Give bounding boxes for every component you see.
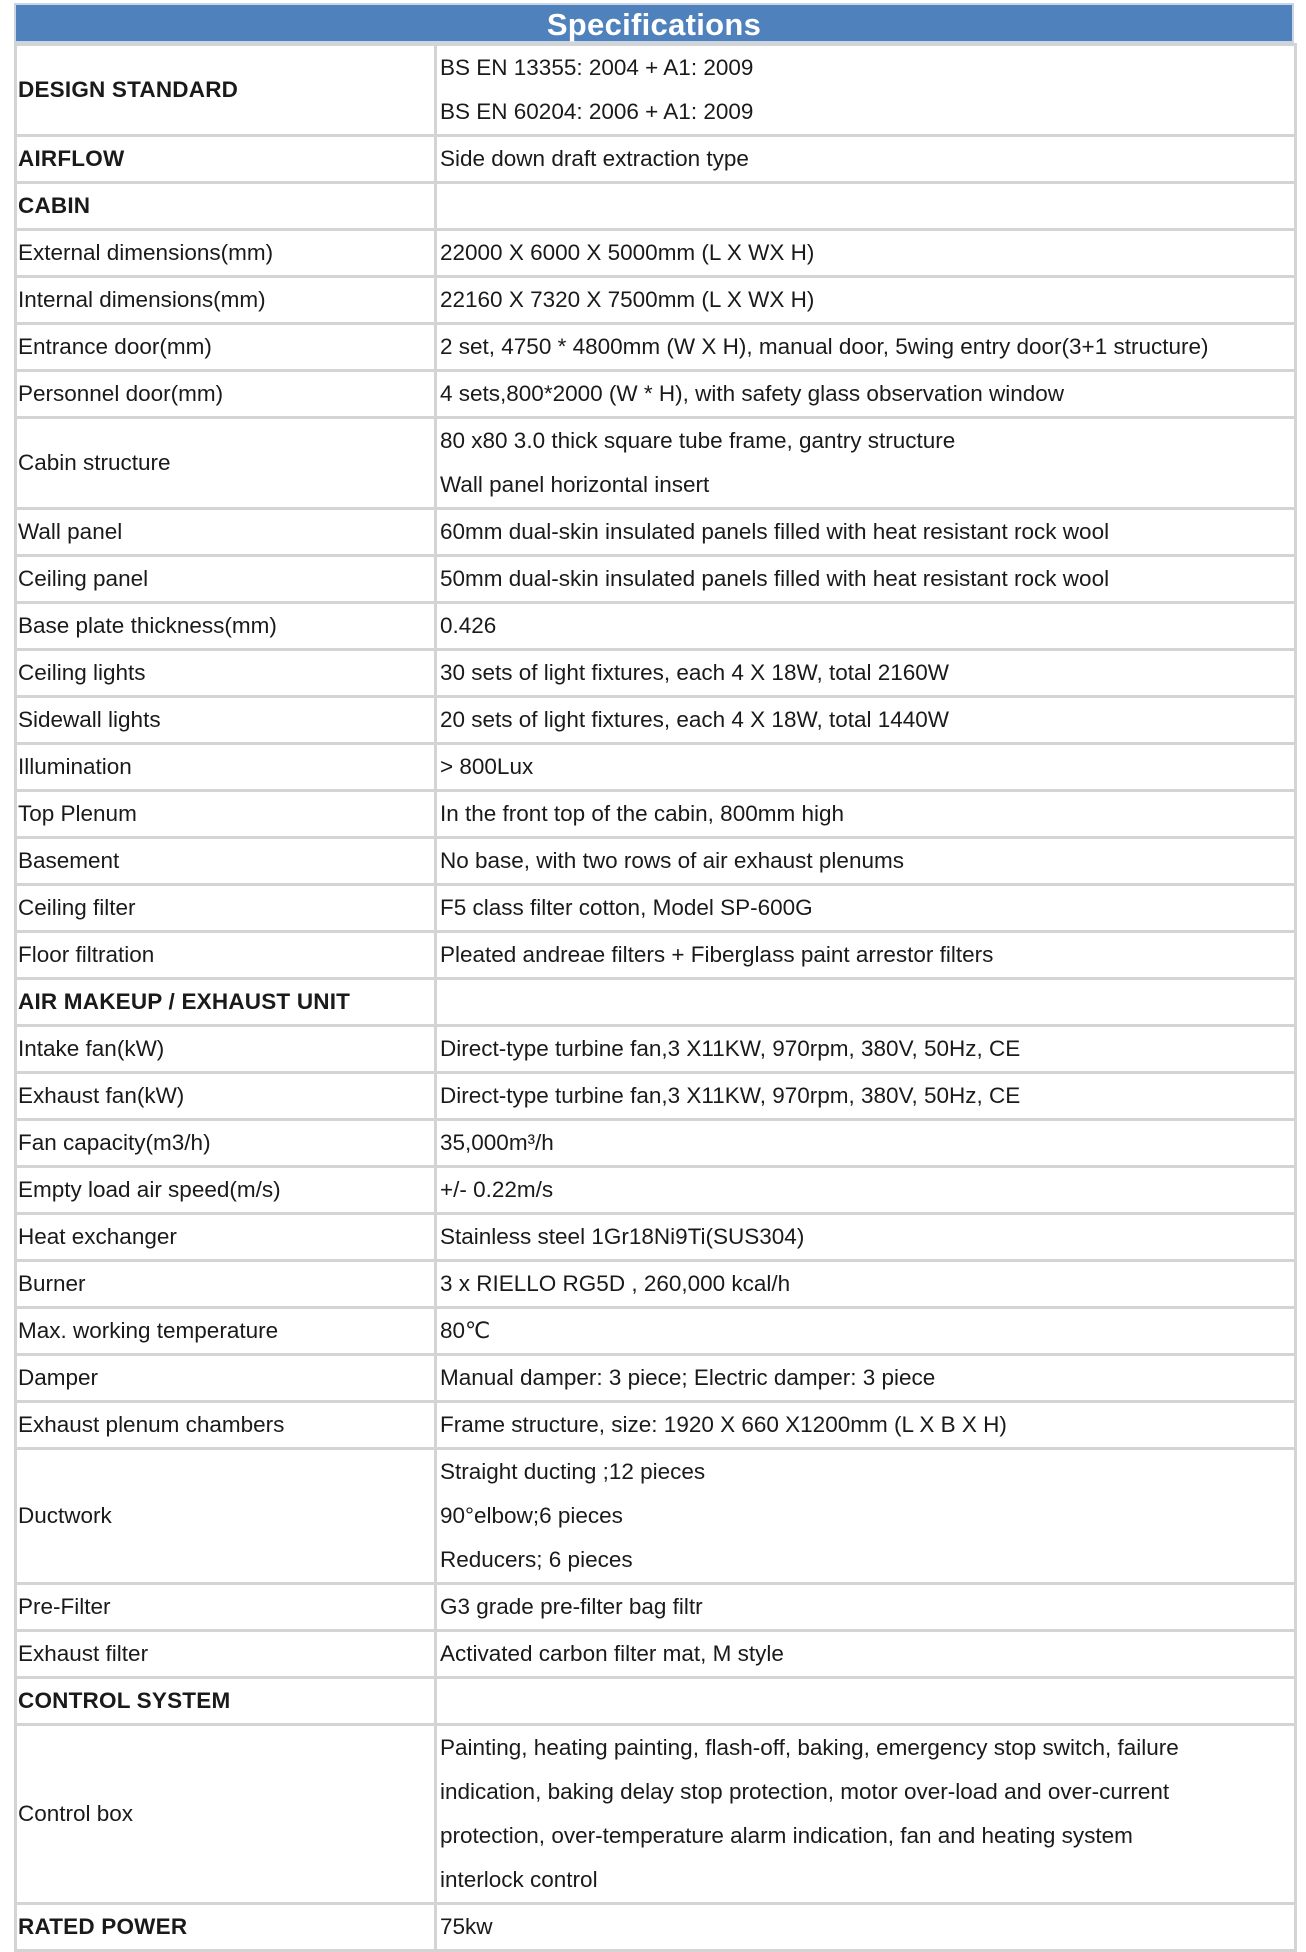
spec-label: Exhaust plenum chambers xyxy=(16,1402,436,1449)
spec-value xyxy=(436,418,1296,509)
spec-label: Intake fan(kW) xyxy=(16,1026,436,1073)
spec-label: Ceiling filter xyxy=(16,885,436,932)
table-row xyxy=(16,1026,1296,1073)
spec-value-line: 35,000m³/h xyxy=(440,1130,554,1155)
spec-value-line: In the front top of the cabin, 800mm high xyxy=(440,801,845,826)
table-row xyxy=(16,1073,1296,1120)
spec-value xyxy=(436,838,1296,885)
spec-value xyxy=(436,697,1296,744)
spec-value xyxy=(436,650,1296,697)
spec-value-line: No base, with two rows of air exhaust plenums xyxy=(440,848,904,873)
table-row xyxy=(16,932,1296,979)
spec-value xyxy=(436,324,1296,371)
spec-value-line: BS EN 13355: 2004 + A1: 2009 xyxy=(440,55,754,80)
spec-value-line: 50mm dual-skin insulated panels filled with heat resistant rock wool xyxy=(440,566,1110,591)
spec-value-line: Stainless steel 1Gr18Ni9Ti(SUS304) xyxy=(440,1224,805,1249)
table-row xyxy=(16,277,1296,324)
spec-value-line: 75kw xyxy=(440,1914,493,1939)
spec-value-line: 20 sets of light fixtures, each 4 X 18W, total 1440W xyxy=(440,707,950,732)
spec-value xyxy=(436,371,1296,418)
table-row xyxy=(16,230,1296,277)
table-row xyxy=(16,1584,1296,1631)
spec-value-line: 0.426 xyxy=(440,613,497,638)
spec-value xyxy=(436,1725,1296,1904)
spec-value-line: 60mm dual-skin insulated panels filled with heat resistant rock wool xyxy=(440,519,1110,544)
spec-value xyxy=(436,1167,1296,1214)
spec-value-line: 4 sets,800*2000 (W * H), with safety glass observation window xyxy=(440,381,1065,406)
spec-value-line: Reducers; 6 pieces xyxy=(440,1547,633,1572)
section-heading: AIR MAKEUP / EXHAUST UNIT xyxy=(16,979,436,1026)
spec-value xyxy=(436,1308,1296,1355)
spec-label: Heat exchanger xyxy=(16,1214,436,1261)
spec-value-line: Direct-type turbine fan,3 X11KW, 970rpm, 380V, 50Hz, CE xyxy=(440,1036,1021,1061)
table-row xyxy=(16,1167,1296,1214)
spec-label: Max. working temperature xyxy=(16,1308,436,1355)
spec-label: Exhaust fan(kW) xyxy=(16,1073,436,1120)
table-row xyxy=(16,650,1296,697)
table-row xyxy=(16,1308,1296,1355)
section-heading: AIRFLOW xyxy=(16,136,436,183)
spec-label: Cabin structure xyxy=(16,418,436,509)
spec-value-line: G3 grade pre-filter bag filtr xyxy=(440,1594,703,1619)
spec-value xyxy=(436,885,1296,932)
spec-value xyxy=(436,1120,1296,1167)
table-row xyxy=(16,744,1296,791)
spec-value xyxy=(436,1214,1296,1261)
spec-value-line: 90°elbow;6 pieces xyxy=(440,1503,623,1528)
table-row xyxy=(16,791,1296,838)
spec-value xyxy=(436,791,1296,838)
spec-value-line xyxy=(440,184,1294,228)
spec-value xyxy=(436,230,1296,277)
table-row xyxy=(16,1678,1296,1725)
table-row xyxy=(16,1904,1296,1951)
table-row xyxy=(16,1402,1296,1449)
table-row xyxy=(16,1355,1296,1402)
spec-value xyxy=(436,136,1296,183)
spec-label: Sidewall lights xyxy=(16,697,436,744)
spec-value-line: +/- 0.22m/s xyxy=(440,1177,554,1202)
spec-value-line: 22160 X 7320 X 7500mm (L X WX H) xyxy=(440,287,815,312)
table-row xyxy=(16,324,1296,371)
spec-label: Exhaust filter xyxy=(16,1631,436,1678)
spec-value xyxy=(436,1631,1296,1678)
spec-value xyxy=(436,556,1296,603)
specifications-table-body xyxy=(16,45,1296,1951)
spec-label: Ceiling panel xyxy=(16,556,436,603)
table-row xyxy=(16,556,1296,603)
spec-value xyxy=(436,183,1296,230)
spec-label: Floor filtration xyxy=(16,932,436,979)
spec-label: Entrance door(mm) xyxy=(16,324,436,371)
spec-label: Empty load air speed(m/s) xyxy=(16,1167,436,1214)
spec-value xyxy=(436,979,1296,1026)
table-row xyxy=(16,45,1296,136)
spec-label: Basement xyxy=(16,838,436,885)
spec-label: Personnel door(mm) xyxy=(16,371,436,418)
spec-value xyxy=(436,1261,1296,1308)
table-row xyxy=(16,509,1296,556)
spec-value xyxy=(436,45,1296,136)
spec-value-line: Pleated andreae filters + Fiberglass paint arrestor filters xyxy=(440,942,994,967)
spec-value-line: Direct-type turbine fan,3 X11KW, 970rpm, 380V, 50Hz, CE xyxy=(440,1083,1021,1108)
table-row xyxy=(16,697,1296,744)
spec-value xyxy=(436,744,1296,791)
spec-label: Top Plenum xyxy=(16,791,436,838)
table-row xyxy=(16,183,1296,230)
spec-value xyxy=(436,1678,1296,1725)
section-heading: DESIGN STANDARD xyxy=(16,45,436,136)
spec-value-line: Side down draft extraction type xyxy=(440,146,749,171)
spec-label: Ductwork xyxy=(16,1449,436,1584)
table-row xyxy=(16,1449,1296,1584)
spec-value-line: 22000 X 6000 X 5000mm (L X WX H) xyxy=(440,240,815,265)
spec-label: External dimensions(mm) xyxy=(16,230,436,277)
spec-value-line: 30 sets of light fixtures, each 4 X 18W, total 2160W xyxy=(440,660,950,685)
section-heading: CONTROL SYSTEM xyxy=(16,1678,436,1725)
spec-value-line: BS EN 60204: 2006 + A1: 2009 xyxy=(440,99,754,124)
spec-value-line: F5 class filter cotton, Model SP-600G xyxy=(440,895,813,920)
spec-value xyxy=(436,1355,1296,1402)
spec-label: Burner xyxy=(16,1261,436,1308)
spec-value-line: 2 set, 4750 * 4800mm (W X H), manual door, 5wing entry door(3+1 structure) xyxy=(440,334,1209,359)
specifications-sheet xyxy=(14,3,1294,1952)
spec-label: Wall panel xyxy=(16,509,436,556)
spec-value xyxy=(436,1402,1296,1449)
page-title: Specifications xyxy=(14,3,1294,43)
table-row xyxy=(16,1631,1296,1678)
spec-value xyxy=(436,509,1296,556)
table-row xyxy=(16,418,1296,509)
spec-value-line: 80 x80 3.0 thick square tube frame, gantry structure xyxy=(440,428,956,453)
spec-label: Internal dimensions(mm) xyxy=(16,277,436,324)
spec-value-line xyxy=(440,1679,1294,1723)
spec-label: Pre-Filter xyxy=(16,1584,436,1631)
spec-label: Illumination xyxy=(16,744,436,791)
table-row xyxy=(16,979,1296,1026)
spec-value xyxy=(436,1584,1296,1631)
specifications-table xyxy=(14,43,1297,1952)
spec-value xyxy=(436,603,1296,650)
spec-value-line: 3 x RIELLO RG5D , 260,000 kcal/h xyxy=(440,1271,791,1296)
spec-value-line: Painting, heating painting, flash-off, baking, emergency stop switch, failure xyxy=(440,1735,1179,1760)
spec-value xyxy=(436,1449,1296,1584)
table-row xyxy=(16,136,1296,183)
spec-value-line: Straight ducting ;12 pieces xyxy=(440,1459,706,1484)
spec-value xyxy=(436,1026,1296,1073)
spec-label: Fan capacity(m3/h) xyxy=(16,1120,436,1167)
table-row xyxy=(16,371,1296,418)
table-row xyxy=(16,1725,1296,1904)
spec-value-line: > 800Lux xyxy=(440,754,534,779)
table-row xyxy=(16,603,1296,650)
spec-value-line: protection, over-temperature alarm indication, fan and heating system xyxy=(440,1823,1133,1848)
spec-value xyxy=(436,277,1296,324)
spec-label: Control box xyxy=(16,1725,436,1904)
section-heading: RATED POWER xyxy=(16,1904,436,1951)
spec-value-line: Wall panel horizontal insert xyxy=(440,472,710,497)
spec-value-line: 80℃ xyxy=(440,1318,491,1343)
spec-label: Damper xyxy=(16,1355,436,1402)
spec-value-line: Manual damper: 3 piece; Electric damper: 3 piece xyxy=(440,1365,936,1390)
table-row xyxy=(16,1261,1296,1308)
spec-value xyxy=(436,1904,1296,1951)
spec-value-line: Activated carbon filter mat, M style xyxy=(440,1641,784,1666)
spec-value xyxy=(436,1073,1296,1120)
spec-value-line: indication, baking delay stop protection, motor over-load and over-current xyxy=(440,1779,1170,1804)
table-row xyxy=(16,1120,1296,1167)
table-row xyxy=(16,885,1296,932)
section-heading: CABIN xyxy=(16,183,436,230)
spec-label: Ceiling lights xyxy=(16,650,436,697)
spec-label: Base plate thickness(mm) xyxy=(16,603,436,650)
table-row xyxy=(16,838,1296,885)
spec-value-line xyxy=(440,980,1294,1024)
table-row xyxy=(16,1214,1296,1261)
spec-value xyxy=(436,932,1296,979)
spec-value-line: interlock control xyxy=(440,1867,598,1892)
spec-value-line: Frame structure, size: 1920 X 660 X1200mm (L X B X H) xyxy=(440,1412,1007,1437)
